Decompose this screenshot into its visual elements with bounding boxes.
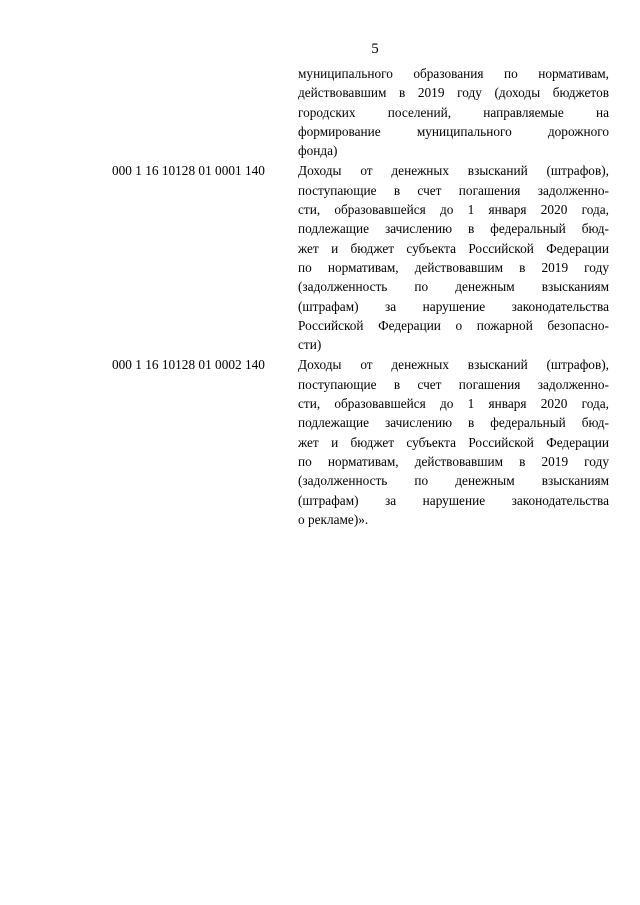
description-line: жет и бюджет субъекта Российской Федерации (298, 434, 609, 450)
page-number: 5 (371, 41, 379, 57)
description-line: городских поселений, направляемые на (298, 104, 609, 120)
description-line: по нормативам, действовавшим в 2019 году (298, 259, 609, 275)
description-line: действовавшим в 2019 году (доходы бюджетов (298, 85, 609, 101)
table-row (112, 355, 612, 529)
description-line: Российской Федерации о пожарной безопасно- (298, 317, 609, 333)
revenue-description (298, 355, 609, 529)
description-line: сти) (298, 337, 322, 353)
revenue-description (298, 64, 609, 160)
description-line: поступающие в счет погашения задолженно- (298, 376, 609, 392)
description-line: (задолженность по денежным взысканиям (298, 279, 609, 295)
description-line: муниципального образования по нормативам, (298, 66, 609, 81)
revenue-description (298, 161, 609, 354)
description-line: поступающие в счет погашения задолженно- (298, 182, 609, 198)
description-line: Доходы от денежных взысканий (штрафов), (298, 163, 609, 179)
description-line: фонда) (298, 143, 338, 159)
description-line: по нормативам, действовавшим в 2019 году (298, 453, 609, 469)
description-line: подлежащие зачислению в федеральный бюд- (298, 415, 609, 431)
description-line: (штрафам) за нарушение законодательства (298, 492, 609, 508)
budget-code-table (112, 64, 612, 530)
description-line: жет и бюджет субъекта Российской Федерации (298, 240, 609, 256)
table-row (112, 64, 612, 160)
budget-classification-code: 000 1 16 10128 01 0002 140 (112, 357, 265, 373)
description-line: формирование муниципального дорожного (298, 123, 609, 139)
table-row (112, 161, 612, 354)
description-line: сти, образовавшейся до 1 января 2020 года, (298, 202, 609, 218)
description-line: подлежащие зачислению в федеральный бюд- (298, 221, 609, 237)
description-line: (задолженность по денежным взысканиям (298, 473, 609, 489)
description-line: сти, образовавшейся до 1 января 2020 года, (298, 396, 609, 412)
budget-classification-code: 000 1 16 10128 01 0001 140 (112, 163, 265, 179)
description-line: Доходы от денежных взысканий (штрафов), (298, 357, 609, 373)
description-line: (штрафам) за нарушение законодательства (298, 298, 609, 314)
description-line: о рекламе)». (298, 511, 369, 527)
